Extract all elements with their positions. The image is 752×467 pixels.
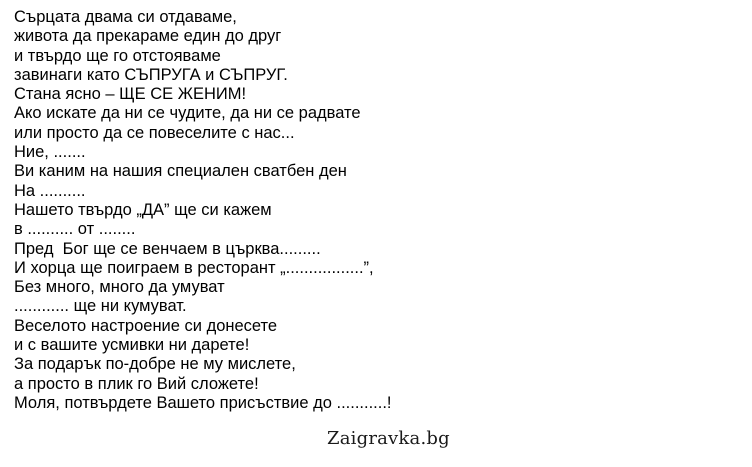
poem-line: Ви каним на нашия специален сватбен ден	[14, 162, 347, 181]
poem-line: Нашето твърдо „ДА” ще си кажем	[14, 200, 272, 219]
poem-line: и с вашите усмивки ни дарете!	[14, 336, 250, 355]
poem-line: завинаги като СЪПРУГА и СЪПРУГ.	[14, 65, 288, 84]
poem-line: Сърцата двама си отдаваме,	[14, 8, 237, 26]
poem-line: или просто да се повеселите с нас...	[14, 123, 295, 142]
poem-line: Ние, .......	[14, 143, 86, 162]
poem-line: ............ ще ни кумуват.	[14, 297, 187, 316]
poem-line: Пред Бог ще се венчаем в църква.........	[14, 239, 321, 258]
poem-line: На ..........	[14, 181, 86, 200]
poem-line: И хорца ще поиграем в ресторант „.................”,	[14, 258, 374, 277]
poem-line: Веселото настроение си донесете	[14, 316, 278, 335]
poem-line: и твърдо ще го отстояваме	[14, 46, 221, 65]
poem-line: Без много, много да умуват	[14, 278, 225, 297]
poem-line: Ако искате да ни се чудите, да ни се радвате	[14, 104, 361, 123]
poem-line: Стана ясно – ЩЕ СЕ ЖЕНИМ!	[14, 85, 247, 104]
poem-line: а просто в плик го Вий сложете!	[14, 374, 259, 393]
poem-line: живота да прекараме един до друг	[14, 27, 282, 46]
site-watermark: Zaigravka.bg	[327, 428, 450, 449]
poem-line: Моля, потвърдете Вашето присъствие до ...........!	[14, 393, 392, 412]
invitation-poem	[14, 8, 734, 413]
poem-line: в .......... от ........	[14, 220, 136, 239]
poem-line: За подарък по-добре не му мислете,	[14, 355, 296, 374]
